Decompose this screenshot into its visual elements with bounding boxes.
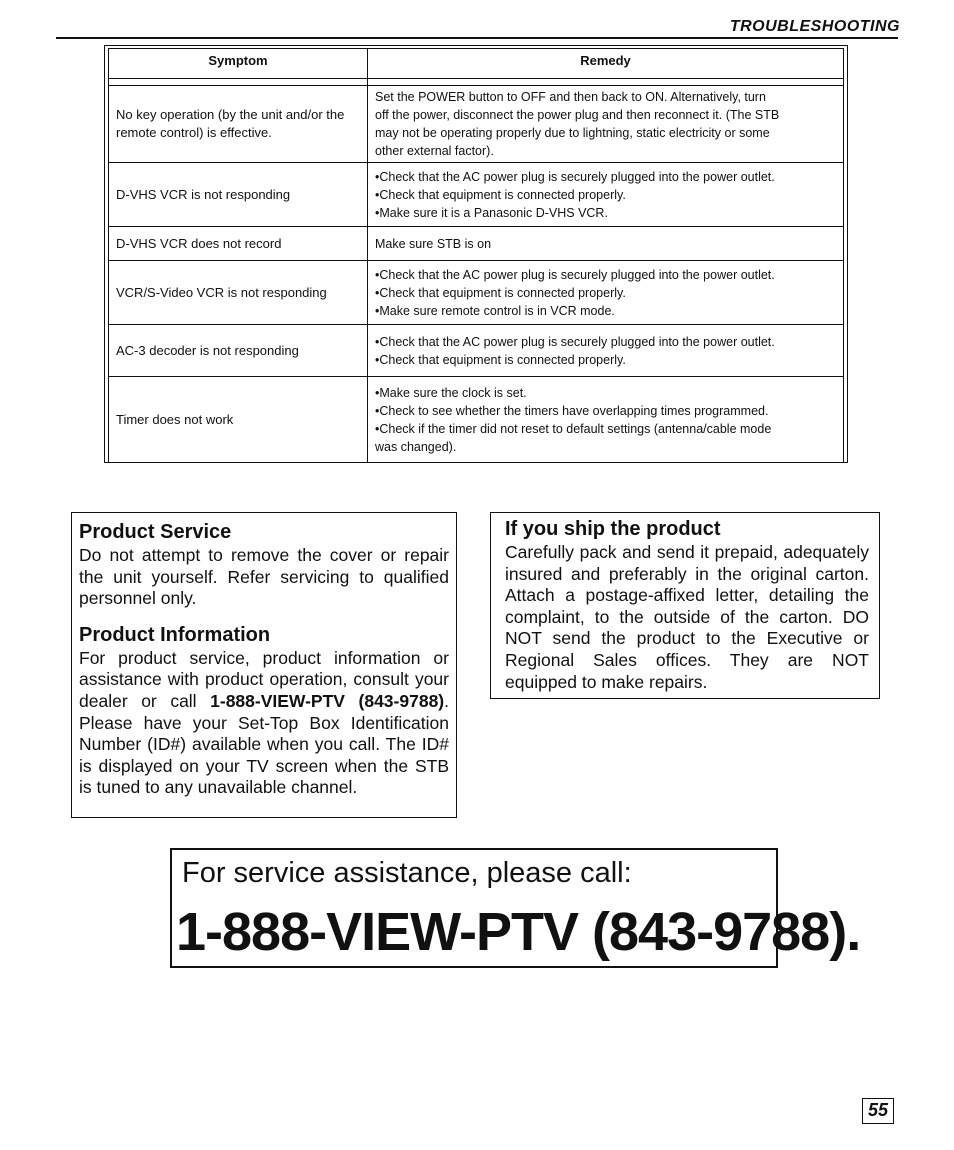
table-row [109,86,844,163]
remedy-cell [368,377,844,463]
remedy-line: •Check that equipment is connected properly. [375,285,626,300]
remedy-line: Set the POWER button to OFF and then back to ON. Alternatively, turn [375,90,766,104]
remedy-cell [368,325,844,377]
remedy-line: •Check that equipment is connected properly. [375,187,626,202]
ship-product-text: Carefully pack and send it prepaid, adequately insured and preferably in the original carton. Attach a postage-affixed letter, detailing the complaint, to the outside of the carton. DO NOT send the product to the Executive or Regional Sales offices. They are NOT equipped to make repairs. [505,542,869,692]
remedy-line: •Make sure it is a Panasonic D-VHS VCR. [375,205,608,220]
product-service-box [71,512,457,818]
remedy-column-header: Remedy [368,49,844,79]
symptom-cell: VCR/S-Video VCR is not responding [109,261,368,325]
table-row [109,261,844,325]
service-phone-number: 1-888-VIEW-PTV (843-9788). [176,902,861,962]
service-call-label: For service assistance, please call: [182,857,632,889]
table-row [109,163,844,227]
remedy-line: •Make sure remote control is in VCR mode. [375,303,615,318]
table-body [109,79,844,463]
product-information-heading: Product Information [79,623,271,646]
product-information-text-after: . Please have your Set-Top Box Identification Number (ID#) available when you call. The ID# is displayed on your TV screen when the STB is tuned to any unavailable channel. [79,690,450,798]
remedy-cell [368,86,844,163]
table-header-row [109,49,844,79]
page-number: 55 [862,1098,894,1124]
troubleshooting-table [108,48,844,463]
symptom-cell: D-VHS VCR is not responding [109,163,368,227]
symptom-cell: Timer does not work [109,377,368,463]
ship-product-box [490,512,880,699]
product-service-heading: Product Service [79,521,232,543]
product-information-text-before: For product service, product information or assistance with product operation, consult your dealer or call [79,647,449,711]
service-call-box [170,848,861,968]
product-information-phone: 1-888-VIEW-PTV (843-9788) [210,690,445,711]
symptom-cell: AC-3 decoder is not responding [109,325,368,377]
remedy-line: off the power, disconnect the power plug and then reconnect it. (The STB [375,108,780,122]
product-service-text: Do not attempt to remove the cover or repair the unit yourself. Refer servicing to qualified personnel only. [79,545,449,609]
section-title: TROUBLESHOOTING [729,18,900,35]
remedy-line: was changed). [375,439,457,454]
remedy-line: •Check that equipment is connected properly. [375,352,626,367]
remedy-line: may not be operating properly due to lightning, static electricity or some [375,126,770,140]
symptom-cell: D-VHS VCR does not record [109,227,368,261]
header-rule [56,37,898,39]
remedy-line: •Check to see whether the timers have overlapping times programmed. [375,403,769,418]
symptom-cell: No key operation (by the unit and/or the remote control) is effective. [109,86,368,163]
table-row [109,227,844,261]
ship-product-heading: If you ship the product [505,518,721,540]
remedy-line: Make sure STB is on [375,236,492,251]
remedy-line: •Check that the AC power plug is securely plugged into the power outlet. [375,334,775,349]
remedy-line: •Check that the AC power plug is securely plugged into the power outlet. [375,267,775,282]
remedy-line: •Check that the AC power plug is securely plugged into the power outlet. [375,169,775,184]
remedy-line: •Check if the timer did not reset to default settings (antenna/cable mode [375,421,772,436]
table-spacer-row [109,79,844,86]
remedy-line: •Make sure the clock is set. [375,385,527,400]
table-row [109,325,844,377]
remedy-cell [368,227,844,261]
remedy-line: other external factor). [375,144,494,158]
remedy-cell [368,163,844,227]
troubleshooting-table-frame [104,45,848,463]
product-information-text [79,648,449,799]
table-row [109,377,844,463]
symptom-column-header: Symptom [109,49,368,79]
remedy-cell [368,261,844,325]
